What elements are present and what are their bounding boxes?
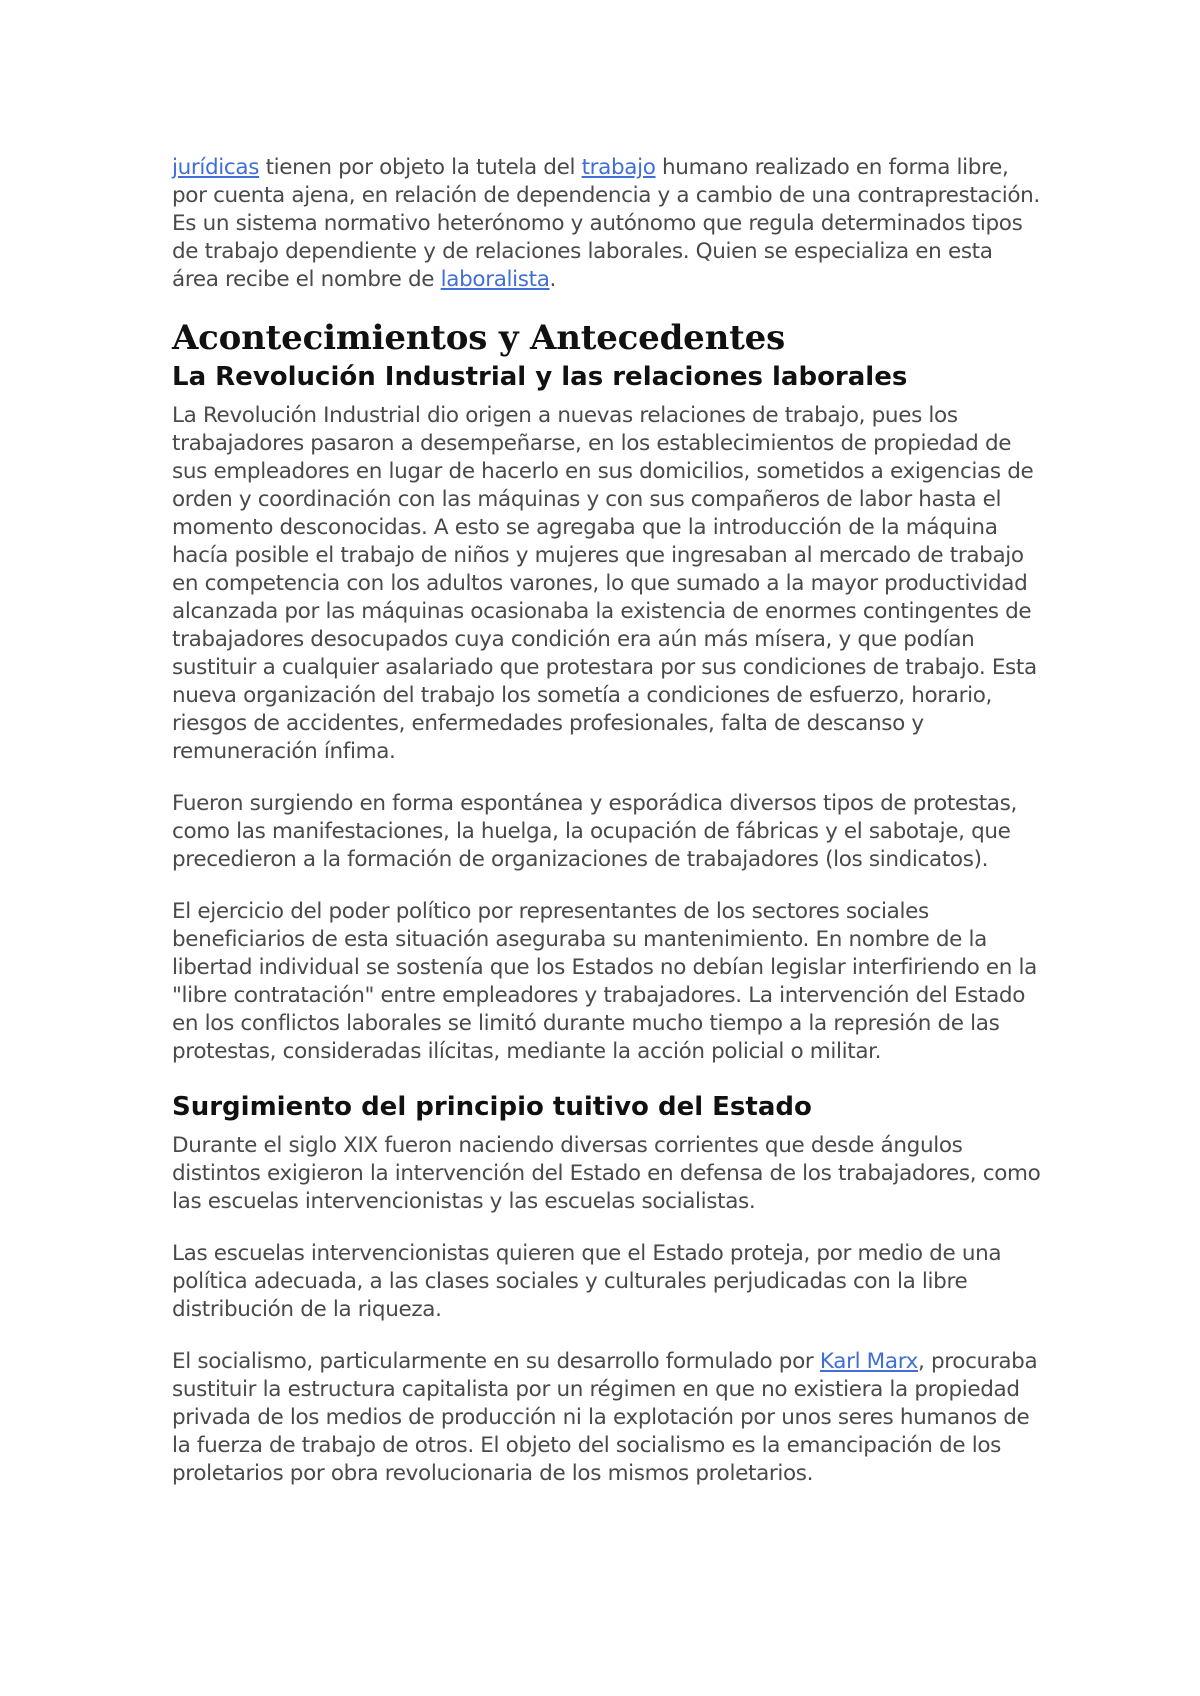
document-page [172, 154, 1044, 1512]
heading-revolucion-industrial: La Revolución Industrial y las relaciones laborales [172, 362, 908, 392]
socialismo-text-after: , procuraba sustituir la estructura capitalista por un régimen en que no existiera la propiedad privada de los medios de producción ni la explotación por unos seres humanos de la fuerza de trabajo de otros. El objeto del socialismo es la emancipación de los proletarios por obra revolucionaria de los mismos proletarios. [172, 1349, 1038, 1486]
link-trabajo[interactable]: trabajo [581, 155, 656, 180]
intro-text-3: . [549, 267, 557, 292]
socialismo-text-before: El socialismo, particularmente en su desarrollo formulado por [172, 1349, 820, 1374]
link-karl-marx[interactable]: Karl Marx [819, 1349, 918, 1374]
heading-acontecimientos: Acontecimientos y Antecedentes [172, 318, 786, 358]
intro-paragraph [172, 154, 1044, 294]
paragraph-revolucion-3: El ejercicio del poder político por representantes de los sectores sociales beneficiarios de esta situación aseguraba su mantenimiento. En nombre de la libertad individual se sostenía que los Estados no debían legislar interfiriendo en la "libre contratación" entre empleadores y trabajadores. La intervención del Estado en los conflictos laborales se limitó durante mucho tiempo a la represión de las protestas, consideradas ilícitas, mediante la acción policial o militar. [172, 899, 1038, 1064]
paragraph-revolucion-2: Fueron surgiendo en forma espontánea y esporádica diversos tipos de protestas, como las manifestaciones, la huelga, la ocupación de fábricas y el sabotaje, que precedieron a la formación de organizaciones de trabajadores (los sindicatos). [172, 791, 1017, 872]
link-juridicas[interactable]: jurídicas [172, 155, 260, 180]
intro-text-2: humano realizado en forma libre, por cuenta ajena, en relación de dependencia y a cambio de una contraprestación. Es un sistema normativo heterónomo y autónomo que regula determinados tipos de trabajo dependiente y de relaciones laborales. Quien se especializa en esta área recibe el nombre de [172, 155, 1040, 292]
paragraph-tuitivo-1: Durante el siglo XIX fueron naciendo diversas corrientes que desde ángulos distintos exigieron la intervención del Estado en defensa de los trabajadores, como las escuelas intervencionistas y las escuelas socialistas. [172, 1133, 1041, 1214]
intro-text-1: tienen por objeto la tutela del [259, 155, 582, 180]
paragraph-revolucion-1: La Revolución Industrial dio origen a nuevas relaciones de trabajo, pues los trabajadores pasaron a desempeñarse, en los establecimientos de propiedad de sus empleadores en lugar de hacerlo en sus domicilios, sometidos a exigencias de orden y coordinación con las máquinas y con sus compañeros de labor hasta el momento desconocidas. A esto se agregaba que la introducción de la máquina hacía posible el trabajo de niños y mujeres que ingresaban al mercado de trabajo en competencia con los adultos varones, lo que sumado a la mayor productividad alcanzada por las máquinas ocasionaba la existencia de enormes contingentes de trabajadores desocupados cuya condición era aún más mísera, y que podían sustituir a cualquier asalariado que protestara por sus condiciones de trabajo. Esta nueva organización del trabajo los sometía a condiciones de esfuerzo, horario, riesgos de accidentes, enfermedades profesionales, falta de descanso y remuneración ínfima. [172, 403, 1037, 764]
link-laboralista[interactable]: laboralista [440, 267, 550, 292]
paragraph-tuitivo-2: Las escuelas intervencionistas quieren que el Estado proteja, por medio de una política adecuada, a las clases sociales y culturales perjudicadas con la libre distribución de la riqueza. [172, 1241, 1002, 1322]
paragraph-tuitivo-3 [172, 1348, 1044, 1488]
heading-principio-tuitivo: Surgimiento del principio tuitivo del Estado [172, 1092, 812, 1122]
